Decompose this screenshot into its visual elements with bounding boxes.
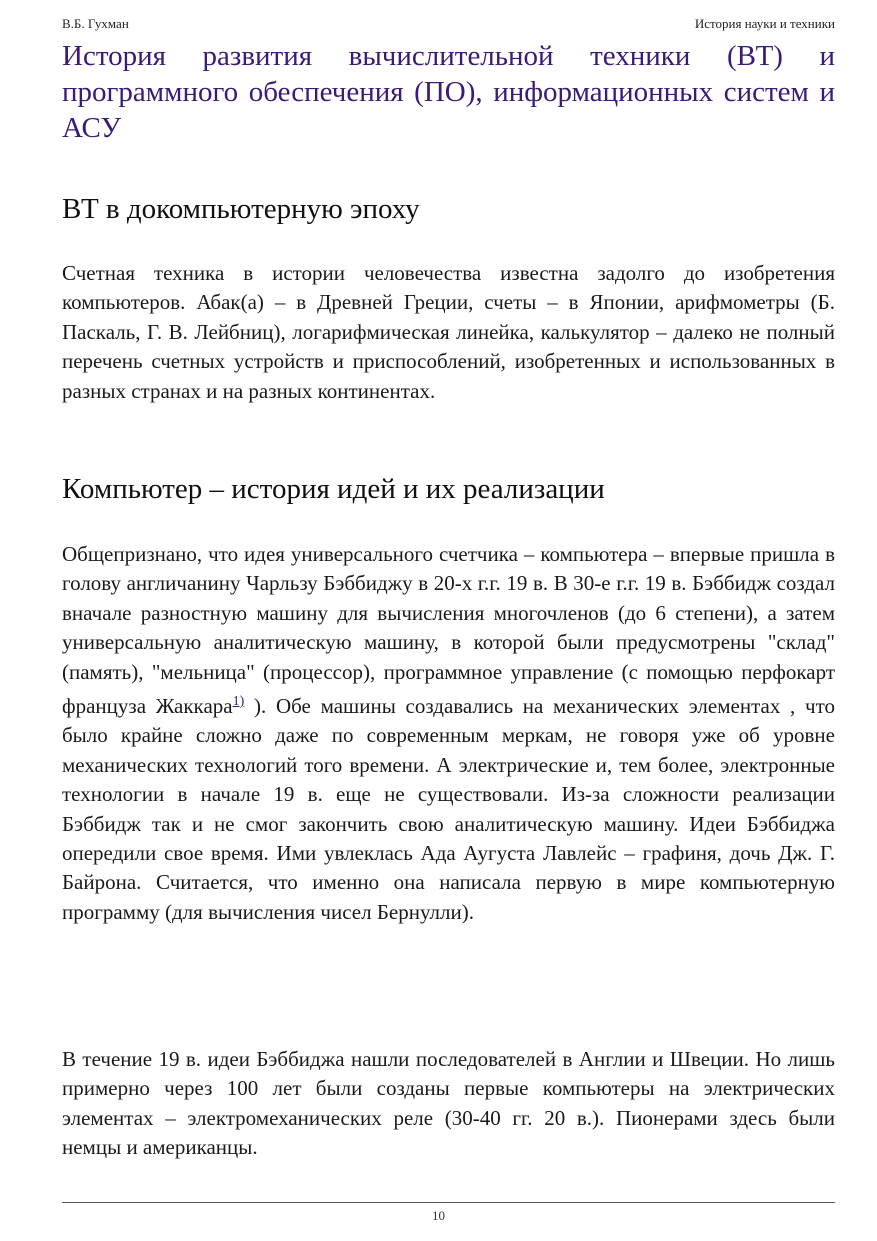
footer-divider: [62, 1202, 835, 1203]
main-title: История развития вычислительной техники (ВТ) и программного обеспечения (ПО), информационных систем и АСУ: [62, 40, 835, 144]
paragraph-precomputer: Счетная техника в истории человечества известна задолго до изобретения компьютеров. Абак(а) – в Древней Греции, счеты – в Японии, арифмометры (Б. Паскаль, Г. В. Лейбниц), логарифмическая линейка, калькулятор – далеко не полный перечень счетных устройств и приспособлений, изобретенных и использованных в разных странах и на разных континентах.: [62, 261, 835, 403]
paragraph-followers: В течение 19 в. идеи Бэббиджа нашли последователей в Англии и Швеции. Но лишь примерно через 100 лет были созданы первые компьютеры на электрических элементах – электромеханических реле (30-40 гг. 20 в.). Пионерами здесь были немцы и американцы.: [62, 1047, 835, 1160]
paragraph-babbage-part1: Общепризнано, что идея универсального счетчика – компьютера – впервые пришла в голову англичанину Чарльзу Бэббиджу в 20-х г.г. 19 в. В 30-е г.г. 19 в. Бэббидж создал вначале разностную машину для вычисления многочленов (до 6 степени), а затем универсальную аналитическую машину, в которой были предусмотрены "склад" (память), "мельница" (процессор), программное управление (с помощью перфокарт француза Жаккара: [62, 542, 835, 719]
paragraph-babbage: [62, 540, 835, 927]
paragraph-babbage-part2: ). Обе машины создавались на механических элементах , что было крайне сложно даже по современным меркам, не говоря уже об уровне механических технологий того времени. А электрические и, тем более, электронные технологии в начале 19 в. еще не существовали. Из-за сложности реализации Бэббидж так и не смог закончить свою аналитическую машину. Идеи Бэббиджа опередили свое время. Ими увлеклась Ада Аугуста Лавлейс – графиня, дочь Дж. Г. Байрона. Считается, что именно она написала первую в мире компьютерную программу (для вычисления чисел Бернулли).: [62, 694, 835, 924]
section-title-computer-history: Компьютер – история идей и их реализации: [62, 473, 605, 505]
header-course: История науки и техники: [694, 16, 835, 31]
section-title-precomputer: ВТ в докомпьютерную эпоху: [62, 193, 420, 225]
footnote-link[interactable]: 1): [232, 694, 245, 710]
page-number: 10: [432, 1208, 445, 1223]
header-author: В.Б. Гухман: [62, 16, 129, 31]
